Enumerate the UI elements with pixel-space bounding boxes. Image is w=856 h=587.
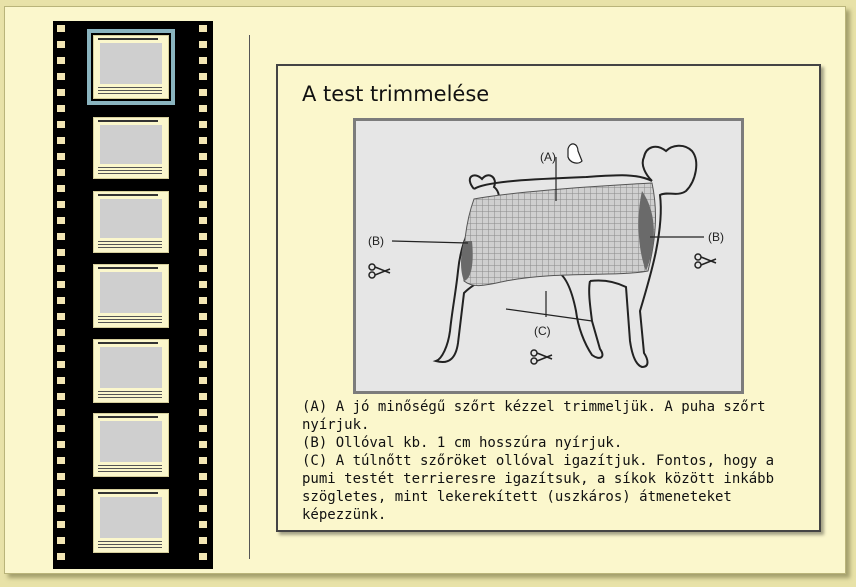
slide-filmstrip [53,21,213,569]
scissors-icon-left [369,264,390,278]
presentation-window [4,6,846,574]
scissors-icon-bottom [531,350,552,364]
body-hatched-area [463,183,655,286]
slide-thumbnail-3[interactable] [93,191,169,253]
slide-caption [302,398,802,524]
diagram-label-b-right: (B) [708,230,724,244]
slide-title: A test trimmelése [302,82,490,106]
slide-thumbnail-7[interactable] [93,489,169,553]
slide-thumbnail-4[interactable] [93,264,169,328]
current-slide [276,64,821,532]
dog-trimming-diagram [353,118,744,394]
scissors-icon-right [695,254,716,268]
diagram-label-b-left: (B) [368,234,384,248]
slide-thumbnail-2[interactable] [93,117,169,179]
film-perforation-right [199,25,207,565]
caption-line-c: (C) A túlnőtt szőröket ollóval igazítjuk. Fontos, hogy a pumi testét terrieresre igazítsuk, a síkok között inkább szögletes, mint lekerekített (uszkáros) átmeneteket képezzünk. [302,453,783,523]
slide-thumbnail-1[interactable] [93,35,169,99]
panel-divider [249,35,250,559]
slide-thumbnail-6[interactable] [93,413,169,477]
trimming-hand-icon [568,144,582,163]
caption-line-b: (B) Ollóval kb. 1 cm hosszúra nyírjuk. [302,435,623,451]
film-perforation-left [57,25,65,565]
caption-line-a: (A) A jó minőségű szőrt kézzel trimmeljük. A puha szőrt nyírjuk. [302,399,775,433]
slide-thumbnail-5[interactable] [93,339,169,403]
diagram-label-a: (A) [540,150,556,164]
diagram-label-c: (C) [534,324,551,338]
